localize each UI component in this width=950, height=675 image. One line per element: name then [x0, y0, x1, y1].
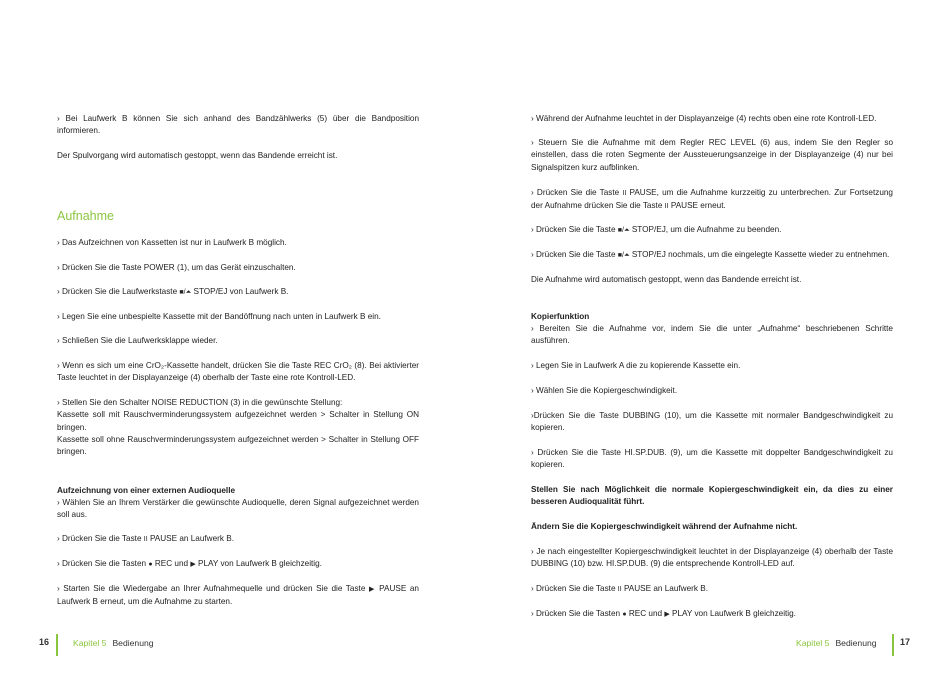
right-paragraph-5: › Drücken Sie die Taste ■/⏶ STOP/EJ nochmals, um die eingelegte Kassette wieder zu entnehmen. [531, 250, 890, 259]
right-page-number: 17 [900, 637, 911, 647]
right-paragraph-11: › Drücken Sie die Taste HI.SP.DUB. (9), um die Kassette mit doppelter Bandgeschwindigkeit zu kopieren. [531, 448, 893, 470]
record-icon: ● [622, 611, 627, 618]
left-footer-label [73, 637, 154, 649]
right-sub-heading: Kopierfunktion [531, 312, 590, 321]
right-paragraph-7: › Bereiten Sie die Aufnahme vor, indem Sie die unter „Aufnahme“ beschriebenen Schritte ausführen. [531, 324, 893, 346]
left-paragraph-7: › Schließen Sie die Laufwerksklappe wieder. [57, 336, 218, 345]
right-paragraph-1: › Während der Aufnahme leuchtet in der Displayanzeige (4) rechts oben eine rote Kontroll-LED. [531, 114, 877, 123]
left-paragraph-1: › Bei Laufwerk B können Sie sich anhand des Bandzählwerks (5) über die Bandposition informieren. [57, 114, 419, 136]
right-paragraph-6: Die Aufnahme wird automatisch gestoppt, wenn das Bandende erreicht ist. [531, 275, 802, 284]
pause-icon: II [143, 536, 148, 543]
left-paragraph-5: › Drücken Sie die Laufwerkstaste ■/⏶ STOP/EJ von Laufwerk B. [57, 287, 289, 296]
left-paragraph-3: › Das Aufzeichnen von Kassetten ist nur in Laufwerk B möglich. [57, 238, 287, 247]
right-footer-label [796, 637, 877, 649]
left-footer-divider [56, 634, 58, 656]
left-paragraph-9: › Stellen Sie den Schalter NOISE REDUCTION (3) in die gewünschte Stellung: Kassette soll mit Rauschverminderungssystem aufgezeichnet werden > Schalter in Stellung ON bringen. Kassette soll ohne Rauschverminderungssystem aufgezeichnet werden > Schalter in Stellung OFF bringen. [57, 398, 419, 457]
right-paragraph-12: Stellen Sie nach Möglichkeit die normale Kopiergeschwindigkeit ein, da dies zu einer besseren Audioqualität führt. [531, 485, 893, 507]
pause-icon: II [622, 190, 627, 197]
right-paragraph-4: › Drücken Sie die Taste ■/⏶ STOP/EJ, um die Aufnahme zu beenden. [531, 225, 782, 234]
left-paragraph-11: › Drücken Sie die Taste II PAUSE an Laufwerk B. [57, 534, 234, 543]
left-paragraph-10: › Wählen Sie an Ihrem Verstärker die gewünschte Audioquelle, deren Signal aufgezeichnet werden soll aus. [57, 498, 419, 520]
left-page-number: 16 [39, 637, 50, 647]
left-paragraph-8: › Wenn es sich um eine CrO₂-Kassette handelt, drücken Sie die Taste REC CrO₂ (8). Bei aktivierter Taste leuchtet in der Displayanzeige (4) oberhalb der Taste eine rote Kontroll-LED. [57, 361, 419, 383]
left-footer-chapter: Kapitel 5 [73, 638, 107, 648]
right-paragraph-15: › Drücken Sie die Taste II PAUSE an Laufwerk B. [531, 584, 708, 593]
play-icon: ▶ [664, 611, 670, 618]
section-heading-aufnahme: Aufnahme [57, 209, 114, 223]
left-paragraph-13: › Starten Sie die Wiedergabe an Ihrer Aufnahmequelle und drücken Sie die Taste ▶ PAUSE an Laufwerk B erneut, um die Aufnahme zu starten. [57, 584, 419, 607]
left-paragraph-6: › Legen Sie eine unbespielte Kassette mit der Bandöffnung nach unten in Laufwerk B ein. [57, 312, 381, 321]
right-paragraph-14: › Je nach eingestellter Kopiergeschwindigkeit leuchtet in der Displayanzeige (4) oberhalb der Taste DUBBING (10) bzw. HI.SP.DUB. (9) die entsprechende Kontroll-LED auf. [531, 547, 893, 569]
play-icon: ▶ [190, 561, 196, 568]
left-paragraph-2: Der Spulvorgang wird automatisch gestoppt, wenn das Bandende erreicht ist. [57, 151, 338, 160]
pause-icon: II [617, 586, 622, 593]
right-paragraph-10: ›Drücken Sie die Taste DUBBING (10), um die Kassette mit normaler Bandgeschwindigkeit zu kopieren. [531, 411, 893, 433]
right-paragraph-2: › Steuern Sie die Aufnahme mit dem Regler REC LEVEL (6) aus, indem Sie den Regler so einstellen, dass die roten Segmente der Aussteuerungsanzeige in der Displayanzeige (4) nur bei Signalspitzen kurz aufblinken. [531, 138, 893, 172]
left-paragraph-4: › Drücken Sie die Taste POWER (1), um das Gerät einzuschalten. [57, 263, 296, 272]
stop-eject-icon: ■/⏶ [617, 227, 630, 234]
left-sub-heading: Aufzeichnung von einer externen Audioquelle [57, 486, 236, 495]
record-icon: ● [148, 561, 153, 568]
right-paragraph-13: Ändern Sie die Kopiergeschwindigkeit während der Aufnahme nicht. [531, 522, 798, 531]
left-footer-section: Bedienung [112, 638, 154, 648]
right-footer-divider [892, 634, 894, 656]
right-paragraph-9: › Wählen Sie die Kopiergeschwindigkeit. [531, 386, 678, 395]
right-footer-chapter: Kapitel 5 [796, 638, 830, 648]
right-paragraph-8: › Legen Sie in Laufwerk A die zu kopierende Kassette ein. [531, 361, 741, 370]
right-paragraph-16: › Drücken Sie die Tasten ● REC und ▶ PLAY von Laufwerk B gleichzeitig. [531, 609, 796, 618]
left-paragraph-12: › Drücken Sie die Tasten ● REC und ▶ PLAY von Laufwerk B gleichzeitig. [57, 559, 322, 568]
play-icon: ▶ [368, 586, 376, 593]
pause-icon: II [664, 203, 669, 211]
right-footer-section: Bedienung [835, 638, 877, 648]
stop-eject-icon: ■/⏶ [179, 289, 192, 296]
right-paragraph-3: › Drücken Sie die Taste II PAUSE, um die Aufnahme kurzzeitig zu unterbrechen. Zur Fortsetzung der Aufnahme drücken Sie die Taste II PAUSE erneut. [531, 188, 893, 211]
stop-eject-icon: ■/⏶ [617, 252, 630, 259]
